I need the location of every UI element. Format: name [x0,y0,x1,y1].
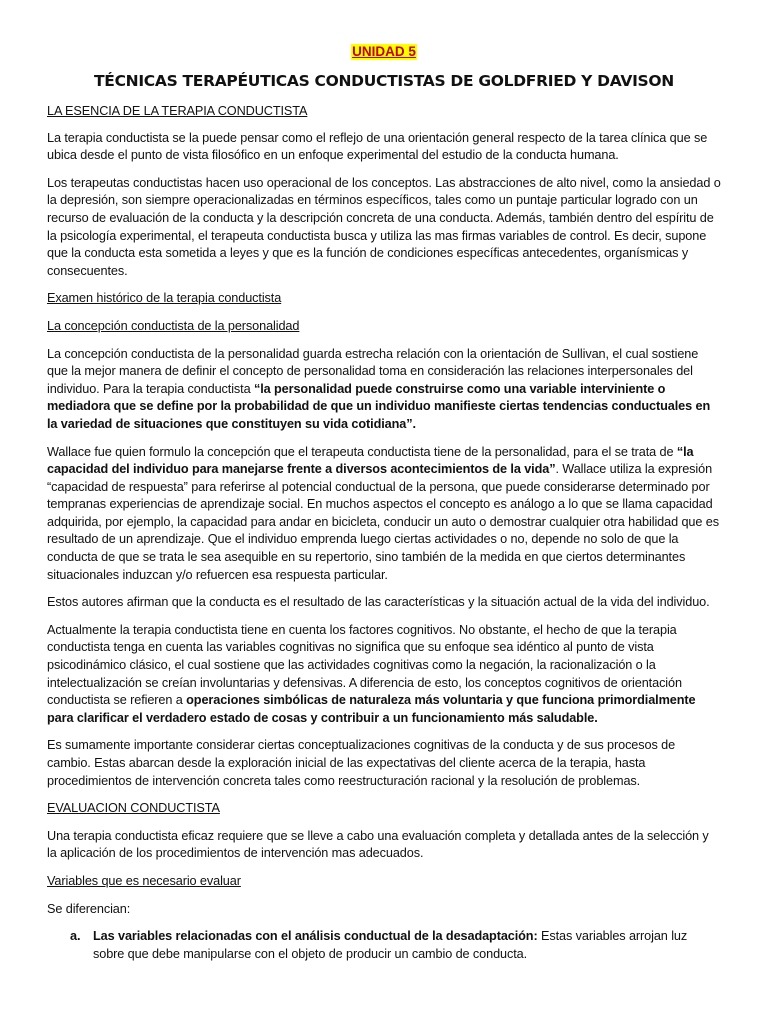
paragraph-3-text: La concepción conductista de la personalidad guarda estrecha relación con la orientación de Sullivan, el cual sostiene que la mejor manera de definir el concepto de personalidad toma en consideración las relaciones interpersonales del individuo. Para la terapia conductista [47,346,699,396]
paragraph-2: Los terapeutas conductistas hacen uso operacional de los conceptos. Las abstracciones de alto nivel, como la ansiedad o la depresión, son siempre operacionalizadas en términos específicos, tales como un puntaje particular logrado con un recurso de evaluación de la conducta y la descripción concreta de una conducta. Además, también dentro del espíritu de la psicología experimental, el terapeuta conductista busca y utiliza las mas firmas variables de control. Es decir, supone que la conducta esta sometida a leyes y que es la función de condiciones específicas antecedentes, organísmicas y consecuentes. [47,175,721,278]
list-item-a [47,928,721,963]
paragraph-6-bold: operaciones simbólicas de naturaleza más voluntaria y que funciona primordialmente para clarificar el verdadero estado de cosas y contribuir a un funcionamiento más saludable. [47,693,696,725]
paragraph-4-text-a: Wallace fue quien formulo la concepción que el terapeuta conductista tiene de la personalidad, para el se trata de [47,444,677,459]
unit-label: UNIDAD 5 [352,44,416,59]
section-heading-examen: Examen histórico de la terapia conductista [47,291,282,306]
paragraph-3 [47,346,721,434]
section-heading-variables: Variables que es necesario evaluar [47,873,241,888]
document-page [47,0,721,963]
unit-heading-wrap [47,44,721,60]
list-item-a-bold: Las variables relacionadas con el análisis conductual de la desadaptación: [93,929,538,944]
paragraph-7: Es sumamente importante considerar ciertas conceptualizaciones cognitivas de la conducta y de sus procesos de cambio. Estas abarcan desde la exploración inicial de las expectativas del cliente acerca de la terapia, hasta procedimientos de intervención concreta tales como reestructuración racional y la resolución de problemas. [47,738,676,788]
paragraph-8: Una terapia conductista eficaz requiere que se lleve a cabo una evaluación completa y detallada antes de la selección y la aplicación de los procedimientos de intervención mas adecuados. [47,828,709,861]
paragraph-4-quote: “la capacidad del individuo para manejarse frente a diversos acontecimientos de la vida” [47,444,694,477]
paragraph-6 [47,622,721,728]
paragraph-4-text-b: . Wallace utiliza la expresión “capacidad de respuesta” para referirse al potencial conductual de la persona, que puede considerarse determinado por tempranas experiencias de aprendizaje social. En muchos aspectos el concepto es análogo a lo que se llama capacidad adquirida, por ejemplo, la capacidad para andar en bicicleta, conducir un auto o demostrar cualquier otra habilidad que es resultado de un aprendizaje. Que el individuo emprenda luego ciertas actividades o no, depende no solo de que la conducta de que se trata le sea asequible en su repertorio, sino también de la medida en que ciertos determinantes situacionales induzcan y/o refuercen esa respuesta particular. [47,462,719,582]
paragraph-4 [47,444,721,585]
list-item-a-text: Estas variables arrojan luz sobre que debe manipularse con el objeto de producir un cambio de conducta. [93,929,688,961]
section-heading-evaluacion: EVALUACION CONDUCTISTA [47,801,220,816]
paragraph-9: Se diferencian: [47,901,131,916]
paragraph-6-text-b: . No obstante, el hecho de que la terapia conductista tenga en cuenta las variables cognitivas no significa que su enfoque sea idéntico al punto de vista psicodinámico clásico, el cual sostiene que las actividades cognitivas como la negación, la racionalización o la intelectualización se creían involuntarias y defensivas. A diferencia de esto, los conceptos cognitivos de orientación conductista se refieren a [47,622,682,708]
section-heading-esencia: LA ESENCIA DE LA TERAPIA CONDUCTISTA [47,104,308,118]
paragraph-5: Estos autores afirman que la conducta es el resultado de las características y la situación actual de la vida del individuo. [47,595,710,610]
paragraph-6-text-a: Actualmente la terapia conductista tiene en cuenta los factores cognitivos [47,622,453,637]
paragraph-3-quote: “la personalidad puede construirse como una variable interviniente o mediadora que se define por la probabilidad de que un individuo manifieste ciertas tendencias conductuales en la variedad de situaciones que constituyen su vida cotidiana”. [47,381,711,431]
list-marker-a: a. [70,929,81,944]
document-title: TÉCNICAS TERAPÉUTICAS CONDUCTISTAS DE GOLDFRIED Y DAVISON [94,72,674,90]
section-heading-concepcion: La concepción conductista de la personalidad [47,318,300,333]
paragraph-1: La terapia conductista se la puede pensar como el reflejo de una orientación general respecto de la tarea clínica que se ubica desde el punto de vista filosófico en un enfoque experimental del estudio de la conducta humana. [47,130,708,163]
